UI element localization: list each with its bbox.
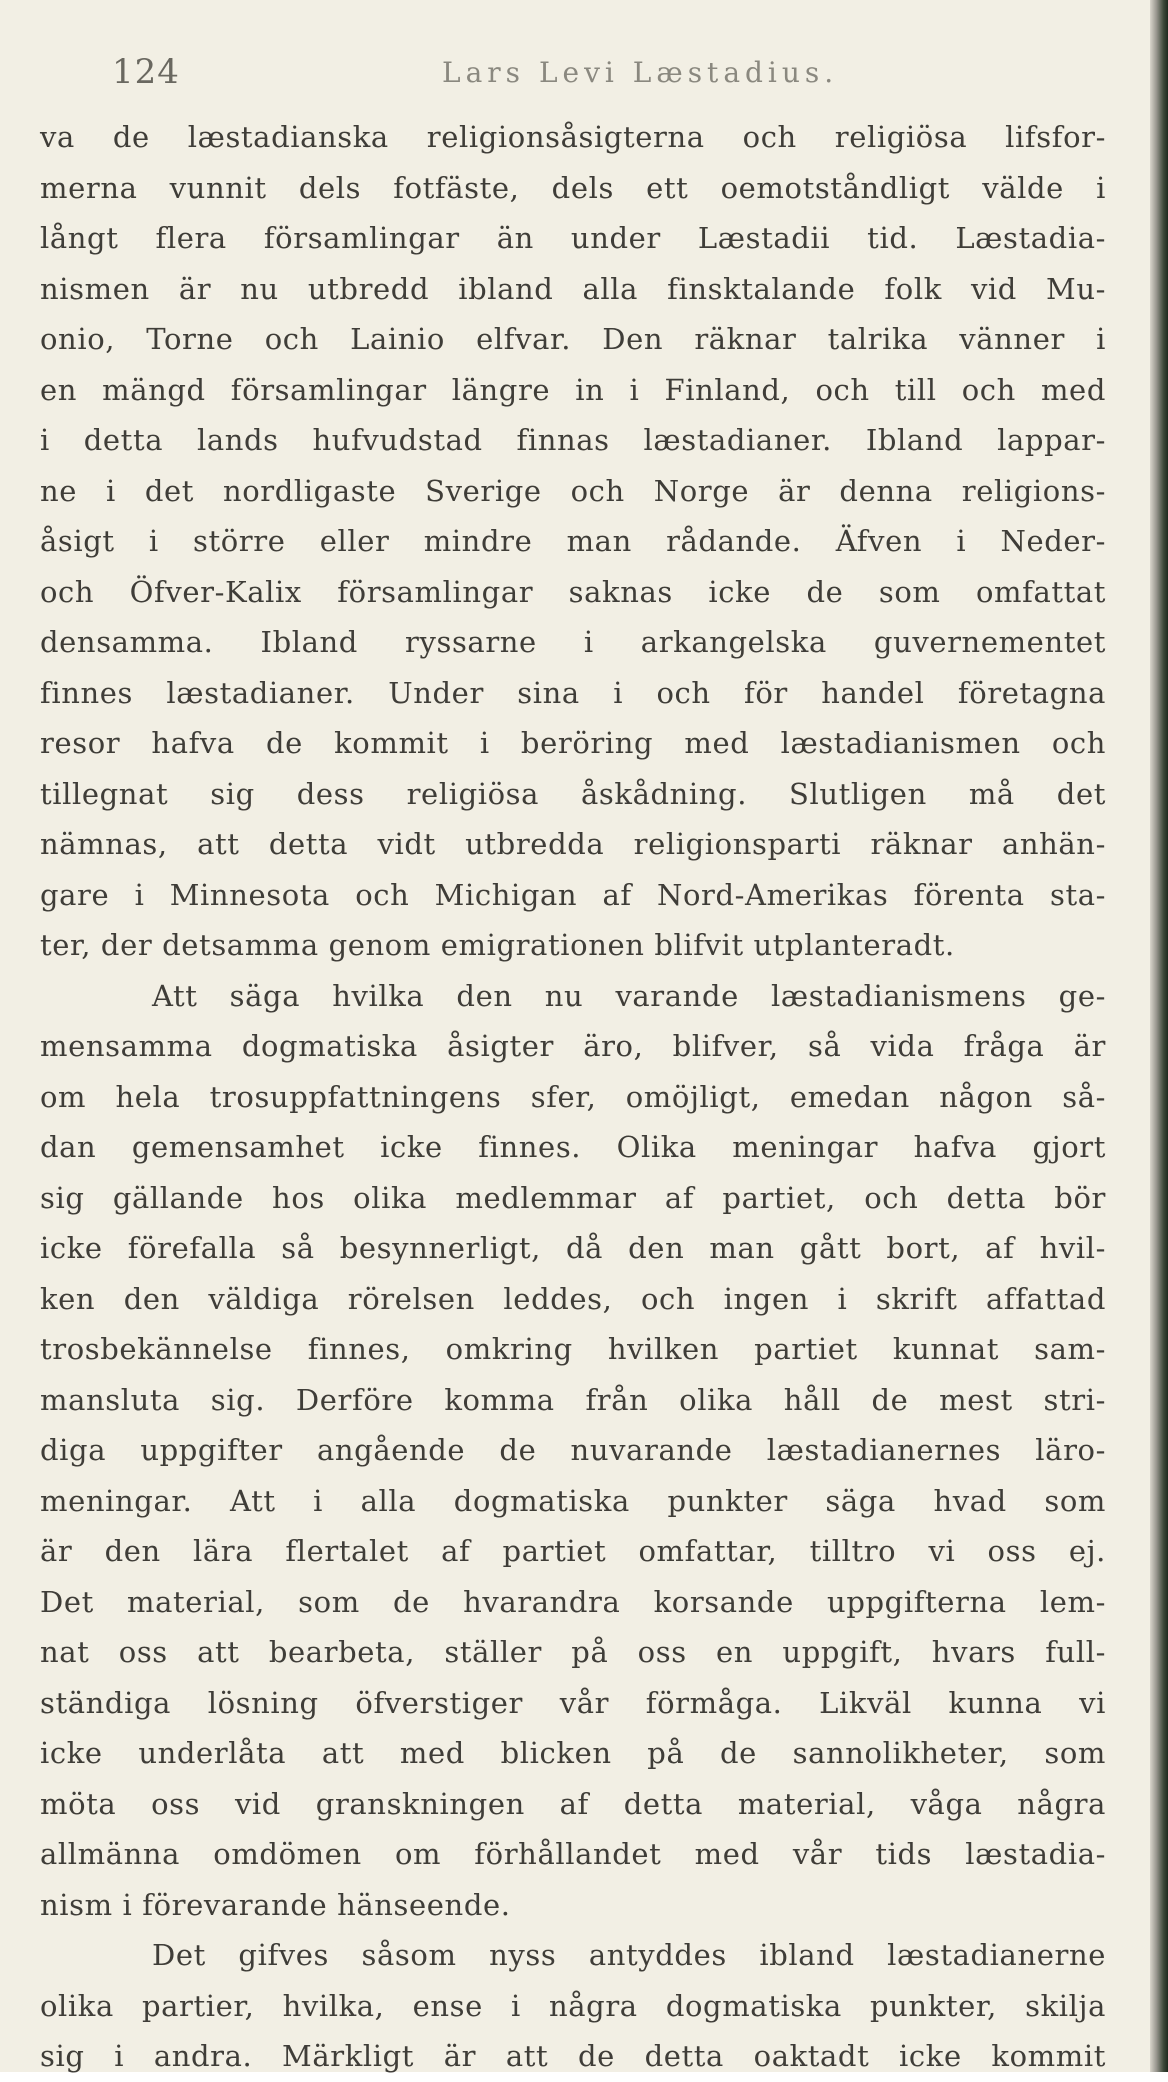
text-line: nism i förevarande hänseende. <box>40 1887 511 1922</box>
text-line: möta oss vid granskningen af detta material, våga några <box>40 1786 1106 1821</box>
text-line: nämnas, att detta vidt utbredda religionsparti räknar anhän- <box>40 827 1106 861</box>
text-line: Att säga hvilka den nu varande læstadianismens ge- <box>152 978 1106 1013</box>
text-line: Det gifves såsom nyss antyddes ibland læstadianerne <box>152 1938 1106 1972</box>
text-line: mansluta sig. Derföre komma från olika håll de mest stri- <box>40 1382 1106 1417</box>
text-line: densamma. Ibland ryssarne i arkangelska guvernementet <box>40 625 1106 659</box>
text-line: icke förefalla så besynnerligt, då den man gått bort, af hvil- <box>40 1231 1106 1265</box>
page-edge-shadow <box>1150 0 1168 2072</box>
text-line: och Öfver-Kalix församlingar saknas icke de som omfattat <box>40 574 1106 609</box>
text-line: meningar. Att i alla dogmatiska punkter säga hvad som <box>40 1483 1106 1518</box>
text-line: tillegnat sig dess religiösa åskådning. Slutligen må det <box>40 776 1106 811</box>
text-line: en mängd församlingar längre in i Finland, och till och med <box>40 372 1106 407</box>
text-line: är den lära flertalet af partiet omfattar, tilltro vi oss ej. <box>40 1534 1106 1568</box>
text-line: ne i det nordligaste Sverige och Norge är denna religions- <box>40 473 1106 508</box>
text-line: ständiga lösning öfverstiger vår förmåga. Likväl kunna vi <box>40 1685 1106 1720</box>
text-line: merna vunnit dels fotfäste, dels ett oemotståndligt välde i <box>40 170 1106 205</box>
text-line: nismen är nu utbredd ibland alla finsktalande folk vid Mu- <box>40 271 1106 306</box>
running-title: Lars Levi Læstadius. <box>442 56 839 89</box>
text-line: gare i Minnesota och Michigan af Nord-Amerikas förenta sta- <box>40 877 1106 912</box>
text-line: om hela trosuppfattningens sfer, omöjligt, emedan någon så- <box>40 1079 1106 1114</box>
paragraph-2 <box>40 971 1106 1931</box>
text-line: finnes læstadianer. Under sina i och för handel företagna <box>40 675 1106 710</box>
text-line: sig i andra. Märkligt är att de detta oaktadt icke kommit <box>40 2039 1106 2073</box>
text-line: onio, Torne och Lainio elfvar. Den räknar talrika vänner i <box>40 322 1106 356</box>
text-line: sig gällande hos olika medlemmar af partiet, och detta bör <box>40 1180 1106 1215</box>
page-header <box>112 52 1078 102</box>
paragraph-3 <box>40 1930 1106 2082</box>
paragraph-1 <box>40 112 1106 971</box>
text-line: i detta lands hufvudstad finnas læstadianer. Ibland lappar- <box>40 423 1106 457</box>
page-number: 124 <box>112 52 180 92</box>
text-line: åsigt i större eller mindre man rådande. Äfven i Neder- <box>40 524 1106 558</box>
text-line: icke underlåta att med blicken på de sannolikheter, som <box>40 1736 1106 1770</box>
text-line: diga uppgifter angående de nuvarande læstadianernes läro- <box>40 1433 1106 1467</box>
body-text <box>40 112 1106 2082</box>
text-line: ter, der detsamma genom emigrationen blifvit utplanteradt. <box>40 928 955 962</box>
text-line: trosbekännelse finnes, omkring hvilken partiet kunnat sam- <box>40 1332 1106 1366</box>
text-line: dan gemensamhet icke finnes. Olika meningar hafva gjort <box>40 1130 1106 1164</box>
text-line: mensamma dogmatiska åsigter äro, blifver, så vida fråga är <box>40 1029 1106 1063</box>
text-line: Det material, som de hvarandra korsande uppgifterna lem- <box>40 1584 1106 1619</box>
text-line: nat oss att bearbeta, ställer på oss en uppgift, hvars full- <box>40 1635 1106 1669</box>
text-line: resor hafva de kommit i beröring med læstadianismen och <box>40 726 1106 760</box>
text-line: olika partier, hvilka, ense i några dogmatiska punkter, skilja <box>40 1988 1106 2023</box>
text-line: va de læstadianska religionsåsigterna och religiösa lifsfor- <box>40 120 1106 154</box>
text-line: ken den väldiga rörelsen leddes, och ingen i skrift affattad <box>40 1281 1106 1316</box>
text-line: långt flera församlingar än under Læstadii tid. Læstadia- <box>40 221 1106 255</box>
text-line: allmänna omdömen om förhållandet med vår tids læstadia- <box>40 1837 1106 1871</box>
